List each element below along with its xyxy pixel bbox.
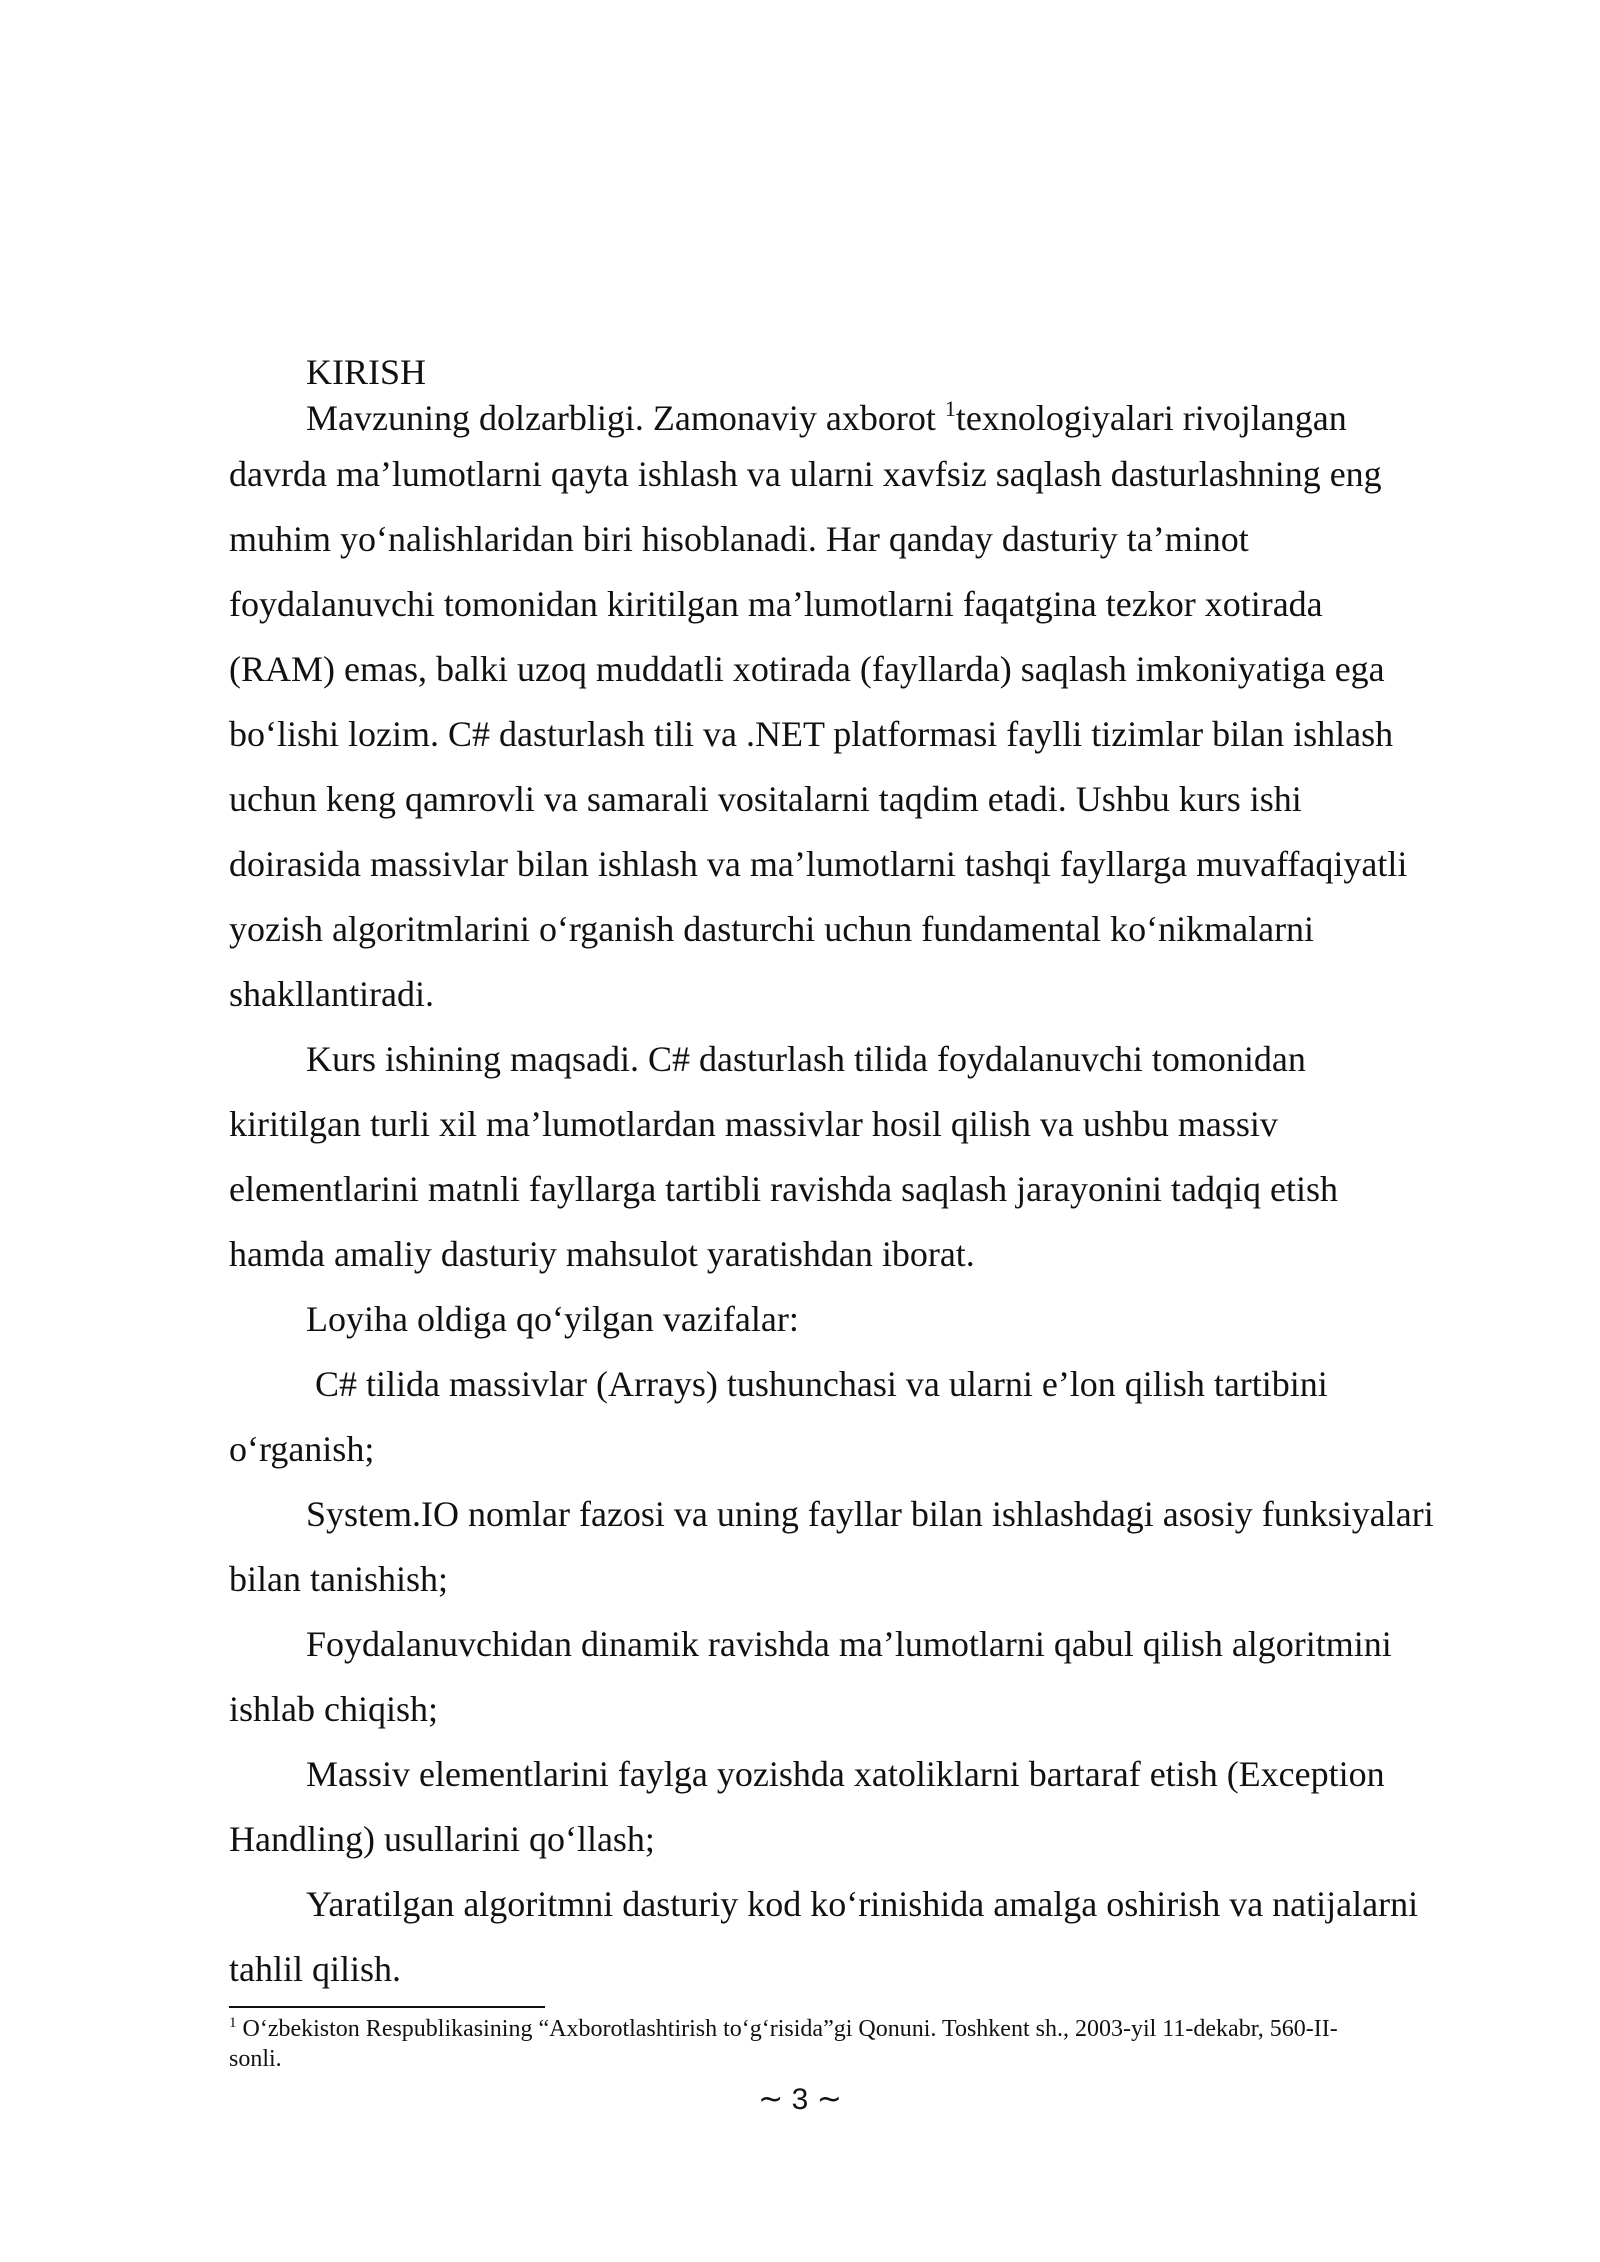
paragraph-line: (RAM) emas, balki uzoq muddatli xotirada (fayllarda) saqlash imkoniyatiga ega — [229, 649, 1385, 689]
task-item — [229, 1352, 1529, 1482]
paragraph-line: kiritilgan turli xil ma’lumotlardan massivlar hosil qilish va ushbu massiv — [229, 1104, 1278, 1144]
section-heading: KIRISH — [306, 352, 427, 392]
paragraph-line: Handling) usullarini qo‘llash; — [229, 1819, 655, 1859]
footnote-line: sonli. — [229, 2046, 282, 2072]
paragraph-line: muhim yo‘nalishlaridan biri hisoblanadi. Har qanday dasturiy ta’minot — [229, 519, 1249, 559]
page-number-ornament: ~ — [758, 2082, 784, 2117]
paragraph-line: bilan tanishish; — [229, 1559, 448, 1599]
paragraph-goal — [229, 1027, 1529, 1287]
footnote-marker: 1 — [229, 2015, 237, 2031]
paragraph-line: hamda amaliy dasturiy mahsulot yaratishdan iborat. — [229, 1234, 975, 1274]
paragraph-line: C# tilida massivlar (Arrays) tushunchasi va ularni e’lon qilish tartibini — [306, 1364, 1328, 1404]
paragraph-line: System.IO nomlar fazosi va uning fayllar bilan ishlashdagi asosiy funksiyalari — [306, 1494, 1434, 1534]
paragraph-line: Mavzuning dolzarbligi. Zamonaviy axborot $^1$texnologiyalari rivojlangan — [306, 396, 1347, 438]
paragraph-line: doirasida massivlar bilan ishlash va ma’lumotlarni tashqi fayllarga muvaffaqiyatli — [229, 844, 1408, 884]
page-number — [0, 2080, 1600, 2120]
paragraph-line: Massiv elementlarini faylga yozishda xatoliklarni bartaraf etish (Exception — [306, 1754, 1385, 1794]
paragraph-line: uchun keng qamrovli va samarali vositalarni taqdim etadi. Ushbu kurs ishi — [229, 779, 1302, 819]
paragraph-line: tahlil qilish. — [229, 1949, 402, 1989]
paragraph-tasks-intro — [229, 1287, 1529, 1352]
paragraph-line: ishlab chiqish; — [229, 1689, 438, 1729]
footnote-reference[interactable]: 1 — [944, 396, 956, 421]
paragraph-line: shakllantiradi. — [229, 974, 434, 1014]
footnote-separator — [229, 2006, 545, 2008]
paragraph-line: Foydalanuvchidan dinamik ravishda ma’lumotlarni qabul qilish algoritmini — [306, 1624, 1392, 1664]
paragraph-line: elementlarini matnli fayllarga tartibli ravishda saqlash jarayonini tadqiq etish — [229, 1169, 1339, 1209]
paragraph-line: Kurs ishining maqsadi. C# dasturlash tilida foydalanuvchi tomonidan — [306, 1039, 1306, 1079]
paragraph-line: bo‘lishi lozim. C# dasturlash tili va .NET platformasi faylli tizimlar bilan ishlash — [229, 714, 1394, 754]
paragraph-line: o‘rganish; — [229, 1429, 375, 1469]
footnote — [229, 2014, 1529, 2074]
task-item — [229, 1482, 1529, 1612]
task-item — [229, 1872, 1529, 2002]
paragraph-line: Yaratilgan algoritmni dasturiy kod ko‘rinishida amalga oshirish va natijalarni — [306, 1884, 1419, 1924]
paragraph-line: foydalanuvchi tomonidan kiritilgan ma’lumotlarni faqatgina tezkor xotirada — [229, 584, 1323, 624]
page-number-value: 3 — [791, 2083, 809, 2116]
paragraph-line: davrda ma’lumotlarni qayta ishlash va ularni xavfsiz saqlash dasturlashning eng — [229, 454, 1382, 494]
footnote-line: $^1$ O‘zbekiston Respublikasining “Axborotlashtirish to‘g‘risida”gi Qonuni. Toshkent sh., 2003-yil 11-dekabr, 560-II- — [229, 2015, 1338, 2042]
paragraph-line: Loyiha oldiga qo‘yilgan vazifalar: — [306, 1299, 799, 1339]
task-item — [229, 1742, 1529, 1872]
paragraph-line: yozish algoritmlarini o‘rganish dasturchi uchun fundamental ko‘nikmalarni — [229, 909, 1315, 949]
paragraph-relevance — [229, 394, 1529, 1027]
document-body — [229, 348, 1529, 2002]
page-number-ornament: ~ — [816, 2082, 842, 2117]
task-item — [229, 1612, 1529, 1742]
